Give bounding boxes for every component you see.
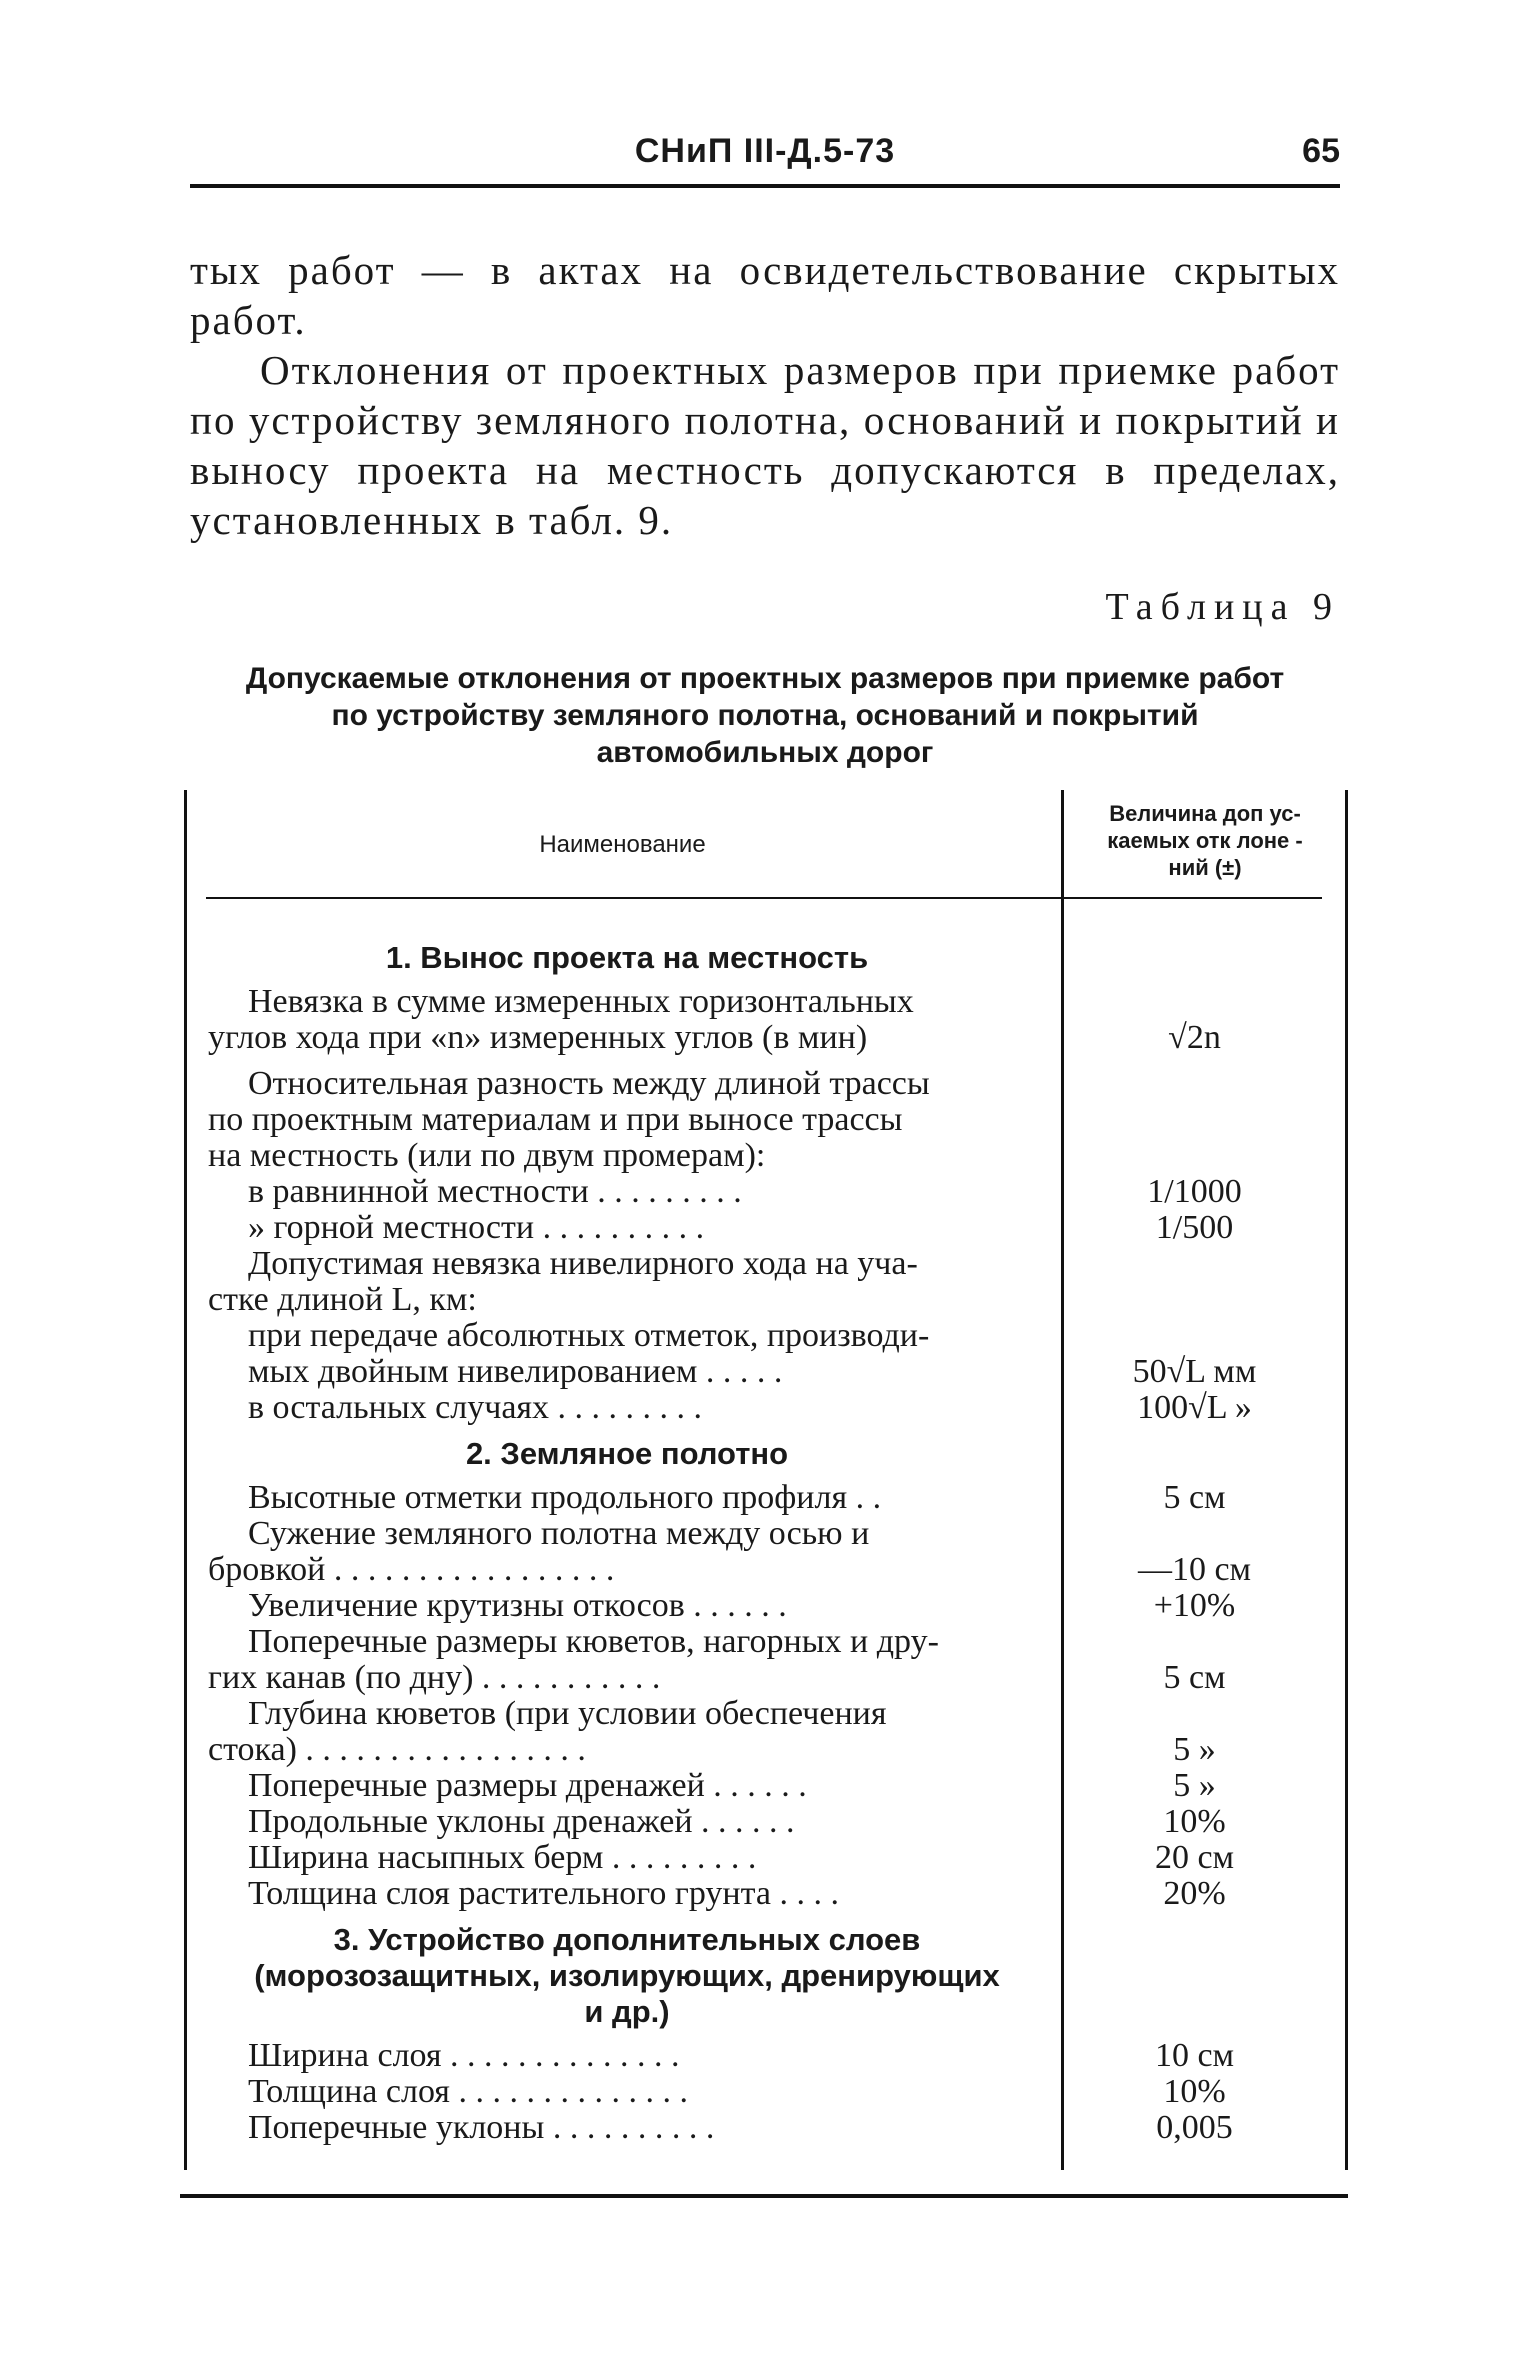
intro-paragraph-2: Отклонения от проектных размеров при приемке работ по устройству земляного полотна, оснований и покрытий и выносу проекта на местность допускаются в пределах, установленных в табл. 9. xyxy=(190,347,1340,543)
intro-text xyxy=(190,245,1340,545)
row-label: стке длиной L, км: xyxy=(208,1281,477,1318)
column-header-tolerance xyxy=(1065,800,1345,890)
row-label: » горной местности . . . . . . . . . . xyxy=(248,1209,705,1246)
header-rule xyxy=(206,897,1322,899)
table-row xyxy=(208,1354,1343,1390)
caption-line: по устройству земляного полотна, оснований и покрытий xyxy=(331,699,1199,732)
row-label: углов хода при «n» измеренных углов (в мин) xyxy=(208,1019,868,1056)
table-row xyxy=(208,1282,1343,1318)
row-value: 1/500 xyxy=(1155,1209,1234,1246)
row-value: 5 » xyxy=(1173,1731,1216,1768)
table-label: Таблица 9 xyxy=(1105,586,1340,628)
header-line: каемых отк лоне - xyxy=(1107,828,1303,853)
table-caption xyxy=(175,660,1355,771)
section-heading xyxy=(208,1922,1046,2030)
row-label: Относительная разность между длиной трассы xyxy=(248,1065,930,1102)
row-label: Увеличение крутизны откосов . . . . . . xyxy=(248,1587,787,1624)
table-row xyxy=(208,1660,1343,1696)
row-value: 50√L мм xyxy=(1132,1353,1257,1390)
row-label: Поперечные размеры кюветов, нагорных и дру- xyxy=(248,1623,939,1660)
row-value: —10 см xyxy=(1137,1551,1252,1588)
caption-line: Допускаемые отклонения от проектных размеров при приемке работ xyxy=(245,662,1285,695)
row-value: 5 » xyxy=(1173,1767,1216,1804)
row-label: Ширина насыпных берм . . . . . . . . . xyxy=(248,1839,757,1876)
row-label: Толщина слоя растительного грунта . . . . xyxy=(248,1875,839,1912)
table-row xyxy=(208,1390,1343,1426)
row-value: 5 см xyxy=(1163,1479,1226,1516)
table-row xyxy=(208,1840,1343,1876)
row-label: Допустимая невязка нивелирного хода на уча- xyxy=(248,1245,918,1282)
row-label: Высотные отметки продольного профиля . . xyxy=(248,1479,882,1516)
row-value: +10% xyxy=(1153,1587,1236,1624)
row-value: 10% xyxy=(1163,2073,1226,2110)
row-label: Продольные уклоны дренажей . . . . . . xyxy=(248,1803,795,1840)
row-label: при передаче абсолютных отметок, производи- xyxy=(248,1317,930,1354)
table-row xyxy=(208,2110,1343,2146)
table-row xyxy=(208,1516,1343,1552)
column-header-name: Наименование xyxy=(539,831,706,858)
section-heading: 1. Вынос проекта на местность xyxy=(385,940,869,975)
row-value: 0,005 xyxy=(1156,2109,1233,2146)
row-value: 100√L » xyxy=(1137,1389,1252,1426)
row-label: бровкой . . . . . . . . . . . . . . . . . xyxy=(208,1551,615,1588)
row-label: по проектным материалам и при выносе трассы xyxy=(208,1101,903,1138)
table-row xyxy=(208,1876,1343,1912)
running-header xyxy=(190,132,1340,188)
table-row xyxy=(208,1768,1343,1804)
intro-paragraph-1: тых работ — в актах на освидетельствование скрытых работ. xyxy=(190,247,1340,343)
row-label: Толщина слоя . . . . . . . . . . . . . . xyxy=(248,2073,688,2110)
table-row xyxy=(208,1552,1343,1588)
row-label: на местность (или по двум промерам): xyxy=(208,1137,766,1174)
row-label: стока) . . . . . . . . . . . . . . . . . xyxy=(208,1731,586,1768)
row-value: 10% xyxy=(1163,1803,1226,1840)
table-row xyxy=(208,1624,1343,1660)
row-label: мых двойным нивелированием . . . . . xyxy=(248,1353,783,1390)
table-bottom-rule xyxy=(180,2194,1348,2198)
row-label: Поперечные уклоны . . . . . . . . . . xyxy=(248,2109,715,2146)
row-label: Глубина кюветов (при условии обеспечения xyxy=(248,1695,887,1732)
caption-line: автомобильных дорог xyxy=(596,736,934,769)
section-heading-line: и др.) xyxy=(584,1994,670,2029)
page-number: 65 xyxy=(1302,132,1340,170)
table-row xyxy=(208,1138,1343,1174)
row-label: Ширина слоя . . . . . . . . . . . . . . xyxy=(248,2037,680,2074)
table-row xyxy=(208,1318,1343,1354)
section-heading: 2. Земляное полотно xyxy=(465,1436,789,1471)
table-row xyxy=(208,984,1343,1020)
table-row xyxy=(208,1696,1343,1732)
row-value: 20 см xyxy=(1154,1839,1235,1876)
table-row xyxy=(208,1480,1343,1516)
table-row xyxy=(208,1210,1343,1246)
table-row xyxy=(208,2074,1343,2110)
row-label: в равнинной местности . . . . . . . . . xyxy=(248,1173,742,1210)
row-label: Невязка в сумме измеренных горизонтальных xyxy=(248,983,914,1020)
document-code: СНиП III-Д.5-73 xyxy=(634,132,896,170)
table-row xyxy=(208,1588,1343,1624)
table-row xyxy=(208,1246,1343,1282)
table-row xyxy=(208,1174,1343,1210)
row-label: Сужение земляного полотна между осью и xyxy=(248,1515,870,1552)
row-value: 20% xyxy=(1163,1875,1226,1912)
row-value: 1/1000 xyxy=(1147,1173,1242,1210)
table-row xyxy=(208,1066,1343,1102)
header-line: ний (±) xyxy=(1168,855,1242,880)
row-value: 10 см xyxy=(1154,2037,1235,2074)
section-heading-line: 3. Устройство дополнительных слоев xyxy=(333,1922,921,1957)
header-line: Величина доп ус- xyxy=(1109,801,1301,826)
table-row xyxy=(208,1102,1343,1138)
row-label: гих канав (по дну) . . . . . . . . . . . xyxy=(208,1659,661,1696)
row-value: √2n xyxy=(1168,1019,1221,1056)
table-body xyxy=(208,930,1343,2146)
table-row xyxy=(208,2038,1343,2074)
row-value: 5 см xyxy=(1163,1659,1226,1696)
row-label: в остальных случаях . . . . . . . . . xyxy=(248,1389,703,1426)
row-label: Поперечные размеры дренажей . . . . . . xyxy=(248,1767,807,1804)
section-heading-line: (морозозащитных, изолирующих, дренирующих xyxy=(254,1958,1000,1993)
table-row xyxy=(208,1804,1343,1840)
table-row xyxy=(208,1020,1343,1056)
table-row xyxy=(208,1732,1343,1768)
